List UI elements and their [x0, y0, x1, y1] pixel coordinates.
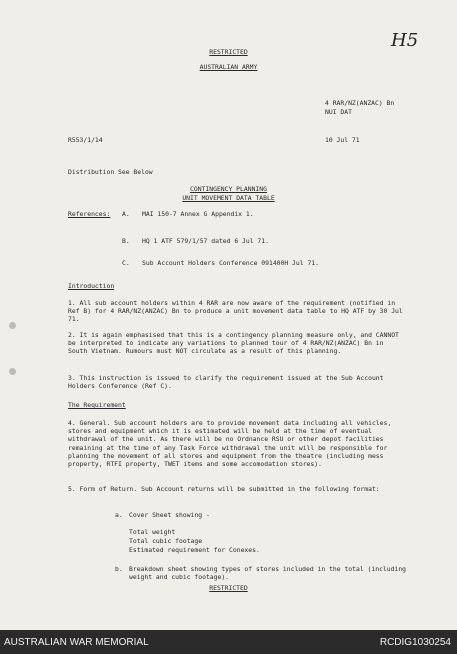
unit-line-2: NUI DAT — [325, 108, 352, 116]
title-line-2: UNIT MOVEMENT DATA TABLE — [182, 194, 275, 202]
unit-line-1: 4 RAR/NZ(ANZAC) Bn — [325, 99, 395, 107]
organization: AUSTRALIAN ARMY — [199, 63, 258, 71]
item-a-text: Cover Sheet showing - — [129, 511, 210, 519]
punch-hole — [9, 368, 16, 375]
reference-text: Sub Account Holders Conference 091400H Jul 71. — [142, 259, 319, 267]
section-heading-introduction: Introduction — [68, 282, 115, 290]
paragraph-1: 1. All sub account holders within 4 RAR are now aware of the requirement (notified in Ref B) for 4 RAR/NZ(ANZAC) Bn to produce a unit movement data table to HQ ATF by 30 Jul 71. — [68, 299, 403, 324]
footer-source: AUSTRALIAN WAR MEMORIAL — [4, 637, 149, 648]
reference-text: HQ 1 ATF 579/1/57 dated 6 Jul 71. — [142, 237, 269, 245]
handwritten-reference: H5 — [391, 30, 419, 51]
paragraph-2: 2. It is again emphasised that this is a contingency planning measure only, and CANNOT be interpreted to indicate any variations to planned tour of 4 RAR/NZ(ANZAC) Bn in South Vietnam. Rumours must NOT circulate as a result of this planning. — [68, 331, 399, 356]
footer-bar — [0, 630, 457, 654]
paragraph-5: 5. Form of Return. Sub Account returns will be submitted in the following format: — [68, 485, 380, 493]
reference-letter: C. — [122, 259, 130, 267]
item-a-subline: Total weight — [129, 528, 176, 536]
title-line-1: CONTINGENCY PLANNING — [190, 185, 267, 193]
item-b-text: Breakdown sheet showing types of stores included in the total (including weight and cubic footage). — [129, 565, 407, 582]
paragraph-4: 4. General. Sub account holders are to provide movement data including all vehicles, stores and equipment which it is estimated will be held at the time of eventual withdrawal of the unit. As there will be no Ordnance RSU or other depot facilities remaining at the time of any Task Force withdrawal the unit will be responsible for planning the movement of all stores and equipment from the theatre (including mess property, RTFI property, TWET items and some accomodation stores). — [68, 419, 392, 469]
classification-bottom: RESTRICTED — [209, 584, 248, 592]
references-label: References: — [68, 210, 111, 218]
reference-text: MAI 150-7 Annex G Appendix 1. — [142, 210, 254, 218]
item-a-subline: Total cubic footage — [129, 537, 203, 545]
file-reference: R553/1/14 — [68, 136, 103, 144]
classification-top: RESTRICTED — [209, 48, 248, 56]
punch-hole — [9, 322, 16, 329]
reference-letter: B. — [122, 237, 130, 245]
item-b-label: b. — [115, 565, 123, 573]
item-a-subline: Estimated requirement for Conexes. — [129, 546, 260, 554]
reference-letter: A. — [122, 210, 130, 218]
item-a-label: a. — [115, 511, 123, 519]
paragraph-3: 3. This instruction is issued to clarify the requirement issued at the Sub Account Holders Conference (Ref C). — [68, 374, 384, 391]
distribution: Distribution See Below — [68, 168, 153, 176]
footer-catalog-id: RCDIG1030254 — [379, 637, 451, 648]
date: 10 Jul 71 — [325, 136, 360, 144]
section-heading-requirement: The Requirement — [68, 401, 126, 409]
